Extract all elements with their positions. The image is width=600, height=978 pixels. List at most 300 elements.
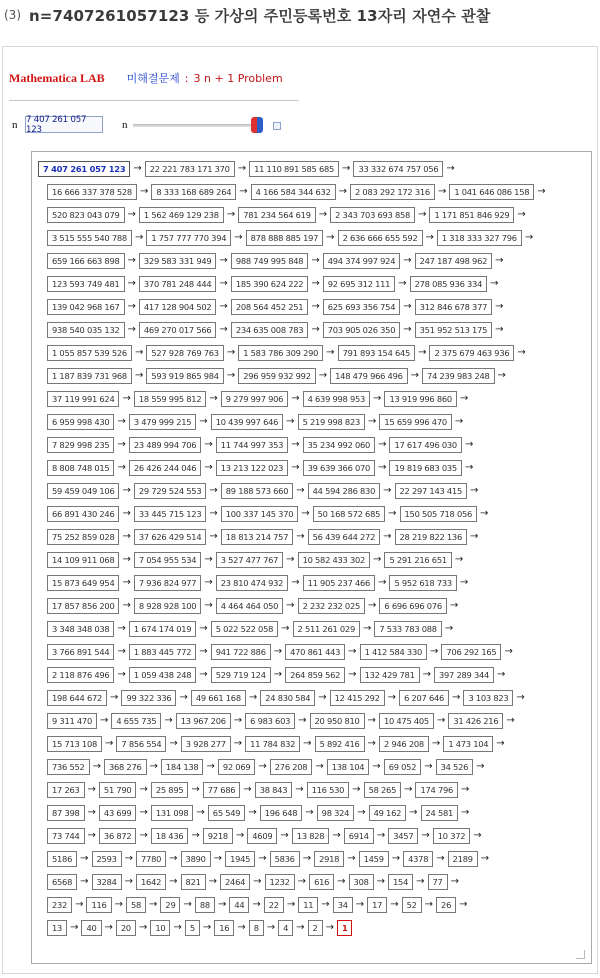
sequence-value: 3 479 999 215 [129, 414, 196, 430]
arrow-icon: → [134, 370, 144, 381]
sequence-row [47, 414, 466, 430]
sequence-value: 77 [428, 874, 448, 890]
sequence-value: 2 118 876 496 [47, 667, 114, 683]
arrow-icon: → [281, 623, 290, 634]
sequence-output [31, 151, 592, 964]
lab-subtitle: 미해결문제 [126, 72, 180, 85]
sequence-value: 1 [337, 920, 353, 936]
arrow-icon: → [403, 255, 412, 266]
arrow-icon: → [169, 738, 178, 749]
sequence-value: 131 098 [151, 805, 194, 821]
sequence-value: 494 374 997 924 [323, 253, 401, 269]
sequence-value: 10 475 405 [379, 713, 434, 729]
arrow-icon: → [149, 899, 158, 910]
sequence-value: 1232 [265, 874, 295, 890]
arrow-icon: → [311, 278, 320, 289]
arrow-icon: → [450, 876, 459, 887]
arrow-icon: → [233, 738, 243, 749]
arrow-icon: → [454, 554, 464, 565]
sequence-value: 28 219 822 136 [395, 529, 467, 545]
arrow-icon: → [122, 393, 131, 404]
sequence-value: 66 891 430 246 [47, 506, 119, 522]
arrow-icon: → [390, 899, 399, 910]
sequence-value: 37 119 991 624 [47, 391, 119, 407]
sequence-value: 10 582 433 302 [298, 552, 370, 568]
arrow-icon: → [117, 462, 126, 473]
arrow-icon: → [449, 600, 459, 611]
sequence-value: 88 [195, 897, 215, 913]
sequence-value: 296 959 932 992 [238, 368, 316, 384]
sequence-value: 7 829 998 235 [47, 437, 114, 453]
sequence-value: 22 221 783 171 370 [145, 161, 235, 177]
arrow-icon: → [169, 876, 178, 887]
sequence-value: 6 959 998 430 [47, 414, 114, 430]
arrow-icon: → [373, 554, 382, 565]
sequence-value: 184 138 [161, 759, 204, 775]
arrow-icon: → [459, 577, 469, 588]
sequence-value: 520 823 043 079 [47, 207, 125, 223]
sequence-row [47, 598, 461, 614]
arrow-icon: → [352, 784, 361, 795]
arrow-icon: → [179, 692, 188, 703]
sequence-value: 5 892 416 [315, 736, 365, 752]
sequence-value: 2593 [92, 851, 122, 867]
arrow-icon: → [367, 715, 376, 726]
heading-number: (3) [4, 8, 21, 22]
sequence-value: 24 581 [421, 805, 459, 821]
sequence-value: 1 187 839 731 968 [47, 368, 132, 384]
sequence-value: 370 781 248 444 [139, 276, 217, 292]
arrow-icon: → [237, 163, 247, 174]
arrow-icon: → [296, 485, 305, 496]
sequence-value: 87 398 [47, 805, 85, 821]
arrow-icon: → [209, 393, 218, 404]
sequence-value: 2 946 208 [379, 736, 429, 752]
sequence-value: 65 549 [208, 805, 246, 821]
arrow-icon: → [404, 784, 413, 795]
arrow-icon: → [209, 531, 218, 542]
sequence-value: 44 594 286 830 [308, 483, 380, 499]
sequence-value: 527 928 769 763 [146, 345, 224, 361]
arrow-icon: → [476, 761, 485, 772]
sequence-value: 2918 [314, 851, 344, 867]
arrow-icon: → [253, 876, 262, 887]
sequence-value: 9 311 470 [47, 713, 97, 729]
sequence-value: 1 562 469 129 238 [139, 207, 224, 223]
sequence-value: 6 983 603 [245, 713, 295, 729]
lab-problem: 3 n + 1 Problem [193, 72, 283, 85]
sequence-value: 20 950 810 [310, 713, 365, 729]
sequence-row [38, 161, 458, 177]
arrow-icon: → [183, 899, 192, 910]
resize-grip-icon[interactable] [576, 950, 585, 959]
arrow-icon: → [305, 807, 314, 818]
arrow-icon: → [410, 370, 420, 381]
arrow-icon: → [342, 163, 351, 174]
sequence-value: 36 872 [99, 828, 137, 844]
arrow-icon: → [461, 807, 470, 818]
sequence-value: 59 459 049 106 [47, 483, 119, 499]
arrow-icon: → [301, 508, 310, 519]
sequence-value: 941 722 886 [211, 644, 271, 660]
header-divider [9, 100, 299, 101]
sequence-value: 35 234 992 060 [303, 437, 375, 453]
arrow-icon: → [87, 830, 96, 841]
sequence-value: 139 042 968 167 [47, 299, 125, 315]
arrow-icon: → [133, 163, 142, 174]
arrow-icon: → [87, 784, 96, 795]
arrow-icon: → [372, 761, 381, 772]
arrow-icon: → [199, 669, 208, 680]
arrow-icon: → [378, 462, 387, 473]
arrow-icon: → [295, 784, 304, 795]
arrow-icon: → [219, 278, 228, 289]
sequence-row [47, 621, 456, 637]
arrow-icon: → [517, 347, 526, 358]
arrow-icon: → [127, 301, 136, 312]
sequence-value: 25 895 [151, 782, 189, 798]
sequence-value: 706 292 165 [441, 644, 501, 660]
sequence-value: 329 583 331 949 [139, 253, 217, 269]
sequence-value: 781 234 564 619 [238, 207, 316, 223]
sequence-value: 368 276 [104, 759, 147, 775]
sequence-value: 74 239 983 248 [422, 368, 494, 384]
sequence-value: 3 527 477 767 [216, 552, 283, 568]
sequence-value: 4 639 998 953 [303, 391, 370, 407]
sequence-value: 3 348 348 038 [47, 621, 114, 637]
sequence-value: 16 [214, 920, 234, 936]
arrow-icon: → [127, 324, 136, 335]
sequence-value: 2 375 679 463 936 [429, 345, 514, 361]
sequence-value: 7 533 783 088 [374, 621, 441, 637]
sequence-row [47, 828, 485, 844]
arrow-icon: → [291, 462, 300, 473]
sequence-row [47, 713, 518, 729]
sequence-value: 1 883 445 772 [129, 644, 196, 660]
sequence-value: 19 819 683 035 [389, 460, 461, 476]
arrow-icon: → [117, 416, 126, 427]
sequence-value: 2 232 232 025 [298, 598, 365, 614]
arrow-icon: → [424, 761, 433, 772]
arrow-icon: → [204, 462, 213, 473]
arrow-icon: → [464, 439, 474, 450]
sequence-value: 8 928 928 100 [134, 598, 201, 614]
arrow-icon: → [480, 508, 489, 519]
sequence-value: 40 [81, 920, 101, 936]
arrow-icon: → [286, 554, 295, 565]
arrow-icon: → [219, 255, 228, 266]
arrow-icon: → [469, 485, 479, 496]
sequence-value: 9 279 997 906 [221, 391, 288, 407]
arrow-icon: → [209, 485, 218, 496]
sequence-row [47, 667, 508, 683]
arrow-icon: → [373, 393, 382, 404]
arrow-icon: → [233, 715, 243, 726]
arrow-icon: → [122, 577, 131, 588]
arrow-icon: → [362, 623, 372, 634]
sequence-row [47, 805, 472, 821]
arrow-icon: → [347, 853, 356, 864]
sequence-value: 77 686 [203, 782, 241, 798]
arrow-icon: → [206, 761, 215, 772]
sequence-value: 2 [308, 920, 323, 936]
sequence-value: 10 372 [433, 828, 471, 844]
arrow-icon: → [367, 738, 376, 749]
arrow-icon: → [418, 209, 427, 220]
sequence-value: 3890 [181, 851, 211, 867]
sequence-value: 616 [309, 874, 334, 890]
sequence-value: 4 655 735 [111, 713, 161, 729]
sequence-value: 2 343 703 693 858 [330, 207, 415, 223]
sequence-row [47, 368, 509, 384]
sequence-value: 18 436 [151, 828, 189, 844]
arrow-icon: → [117, 439, 126, 450]
sequence-value: 8 333 168 689 264 [151, 184, 236, 200]
arrow-icon: → [199, 646, 208, 657]
arrow-icon: → [437, 186, 447, 197]
arrow-icon: → [75, 899, 84, 910]
sequence-value: 351 952 513 175 [415, 322, 493, 338]
arrow-icon: → [469, 531, 479, 542]
sequence-value: 1 674 174 019 [129, 621, 196, 637]
sequence-row [47, 345, 529, 361]
arrow-icon: → [422, 669, 431, 680]
sequence-value: 22 [264, 897, 284, 913]
sequence-value: 1 473 104 [443, 736, 493, 752]
arrow-icon: → [378, 577, 387, 588]
sequence-value: 7 054 955 534 [134, 552, 201, 568]
sequence-value: 312 846 678 377 [415, 299, 493, 315]
arrow-icon: → [219, 301, 228, 312]
arrow-icon: → [117, 646, 126, 657]
sequence-value: 99 322 336 [121, 690, 176, 706]
sequence-value: 11 905 237 466 [303, 575, 375, 591]
arrow-icon: → [291, 393, 300, 404]
sequence-row [47, 529, 481, 545]
arrow-icon: → [235, 830, 245, 841]
arrow-icon: → [234, 232, 243, 243]
sequence-value: 7 936 824 977 [134, 575, 201, 591]
sequence-value: 1459 [359, 851, 389, 867]
sequence-value: 2189 [448, 851, 478, 867]
arrow-icon: → [325, 922, 334, 933]
sequence-value: 20 [116, 920, 136, 936]
arrow-icon: → [348, 669, 357, 680]
sequence-value: 50 168 572 685 [313, 506, 385, 522]
sequence-value: 198 644 672 [47, 690, 107, 706]
arrow-icon: → [387, 692, 397, 703]
arrow-icon: → [391, 853, 401, 864]
sequence-value: 1 412 584 330 [360, 644, 427, 660]
sequence-value: 1 171 851 846 929 [429, 207, 514, 223]
arrow-icon: → [464, 462, 474, 473]
arrow-icon: → [409, 807, 418, 818]
sequence-value: 4 [278, 920, 293, 936]
sequence-value: 116 530 [307, 782, 350, 798]
sequence-value: 44 [229, 897, 249, 913]
arrow-icon: → [311, 324, 320, 335]
sequence-row [47, 483, 481, 499]
arrow-icon: → [92, 761, 101, 772]
sequence-value: 14 109 911 068 [47, 552, 119, 568]
sequence-value: 123 593 749 481 [47, 276, 125, 292]
arrow-icon: → [248, 692, 258, 703]
arrow-icon: → [298, 715, 307, 726]
sequence-value: 469 270 017 566 [139, 322, 217, 338]
sequence-value: 174 796 [415, 782, 458, 798]
sequence-value: 58 [126, 897, 146, 913]
sequence-value: 938 540 035 132 [47, 322, 125, 338]
sequence-row [47, 759, 488, 775]
arrow-icon: → [237, 922, 246, 933]
arrow-icon: → [209, 508, 218, 519]
arrow-icon: → [425, 232, 434, 243]
arrow-icon: → [196, 807, 205, 818]
arrow-icon: → [337, 876, 346, 887]
arrow-icon: → [495, 324, 504, 335]
sequence-value: 17 617 496 030 [389, 437, 461, 453]
slider-thumb[interactable] [251, 117, 263, 133]
sequence-value: 264 859 562 [285, 667, 345, 683]
sequence-value: 703 905 026 350 [323, 322, 401, 338]
sequence-value: 185 390 624 222 [231, 276, 309, 292]
arrow-icon: → [226, 209, 236, 220]
arrow-icon: → [110, 692, 119, 703]
sequence-value: 24 830 584 [260, 690, 315, 706]
sequence-value: 4 464 464 050 [216, 598, 283, 614]
sequence-value: 18 559 995 812 [134, 391, 206, 407]
sequence-value: 276 208 [270, 759, 313, 775]
sequence-value: 736 552 [47, 759, 90, 775]
arrow-icon: → [191, 830, 200, 841]
sequence-value: 11 [298, 897, 318, 913]
arrow-icon: → [164, 715, 173, 726]
sequence-value: 247 187 498 962 [415, 253, 493, 269]
sequence-value: 29 729 524 553 [134, 483, 206, 499]
sequence-value: 6568 [47, 874, 77, 890]
sequence-value: 988 749 995 848 [231, 253, 309, 269]
sequence-value: 2464 [220, 874, 250, 890]
sequence-value: 22 297 143 415 [395, 483, 467, 499]
sequence-row [47, 552, 466, 568]
sequence-value: 232 [47, 897, 72, 913]
sequence-value: 13 828 [292, 828, 330, 844]
arrow-icon: → [139, 784, 148, 795]
sequence-value: 17 857 856 200 [47, 598, 119, 614]
arrow-icon: → [376, 876, 386, 887]
sequence-value: 5186 [47, 851, 77, 867]
sequence-value: 208 564 452 251 [231, 299, 309, 315]
sequence-value: 69 052 [384, 759, 422, 775]
arrow-icon: → [266, 922, 276, 933]
sequence-value: 1642 [136, 874, 166, 890]
sequence-value: 98 324 [317, 805, 355, 821]
sequence-value: 3 515 555 540 788 [47, 230, 132, 246]
arrow-icon: → [403, 301, 412, 312]
arrow-icon: → [273, 669, 283, 680]
arrow-icon: → [357, 807, 366, 818]
sequence-value: 100 337 145 370 [221, 506, 299, 522]
arrow-icon: → [122, 508, 131, 519]
arrow-icon: → [134, 347, 144, 358]
arrow-icon: → [388, 508, 397, 519]
arrow-icon: → [204, 554, 213, 565]
sequence-value: 1945 [225, 851, 255, 867]
arrow-icon: → [297, 876, 307, 887]
sequence-value: 308 [349, 874, 374, 890]
arrow-icon: → [348, 646, 357, 657]
arrow-icon: → [105, 738, 114, 749]
sequence-value: 132 429 781 [360, 667, 420, 683]
sequence-value: 278 085 936 334 [410, 276, 488, 292]
sequence-value: 397 289 344 [434, 667, 494, 683]
arrow-icon: → [204, 439, 213, 450]
sequence-value: 4378 [403, 851, 433, 867]
arrow-icon: → [122, 554, 131, 565]
sequence-value: 2 636 666 655 592 [338, 230, 423, 246]
sequence-row [47, 644, 516, 660]
arrow-icon: → [258, 761, 267, 772]
arrow-icon: → [495, 301, 504, 312]
sequence-value: 2 511 261 029 [293, 621, 360, 637]
n-slider[interactable] [133, 117, 279, 133]
sequence-value: 11 110 891 585 685 [249, 161, 339, 177]
sequence-row [47, 230, 536, 246]
sequence-row [47, 736, 508, 752]
sequence-row [47, 207, 529, 223]
arrow-icon: → [139, 807, 148, 818]
sequence-value: 8 808 748 015 [47, 460, 114, 476]
n-input-field[interactable]: 7 407 261 057 123 [25, 116, 103, 133]
lab-separator: : [184, 72, 189, 85]
sequence-value: 17 [367, 897, 387, 913]
slider-expand-icon[interactable] [273, 122, 281, 130]
sequence-value: 23 489 994 706 [129, 437, 201, 453]
arrow-icon: → [504, 646, 513, 657]
arrow-icon: → [311, 255, 320, 266]
arrow-icon: → [291, 577, 300, 588]
slider-track [133, 124, 261, 127]
sequence-value: 8 [249, 920, 264, 936]
arrow-icon: → [446, 163, 455, 174]
arrow-icon: → [252, 899, 261, 910]
arrow-icon: → [444, 623, 454, 634]
arrow-icon: → [286, 600, 295, 611]
arrow-icon: → [495, 255, 504, 266]
sequence-value: 3 928 277 [181, 736, 231, 752]
sequence-value: 16 666 337 378 528 [47, 184, 137, 200]
sequence-value: 7 407 261 057 123 [38, 161, 130, 177]
sequence-value: 470 861 443 [285, 644, 345, 660]
arrow-icon: → [430, 646, 439, 657]
arrow-icon: → [239, 186, 248, 197]
sequence-value: 6914 [344, 828, 374, 844]
arrow-icon: → [383, 531, 392, 542]
sequence-row [47, 874, 462, 890]
arrow-icon: → [87, 807, 96, 818]
sequence-value: 150 505 718 056 [400, 506, 478, 522]
sequence-row [47, 184, 549, 200]
sequence-value: 6 696 696 076 [379, 598, 446, 614]
arrow-icon: → [199, 416, 208, 427]
sequence-value: 15 659 996 470 [379, 414, 451, 430]
sequence-value: 7780 [136, 851, 166, 867]
arrow-icon: → [219, 324, 228, 335]
sequence-value: 2 083 292 172 316 [350, 184, 435, 200]
arrow-icon: → [199, 623, 208, 634]
sequence-value: 49 661 168 [191, 690, 246, 706]
lab-title: Mathematica LAB [9, 71, 105, 85]
